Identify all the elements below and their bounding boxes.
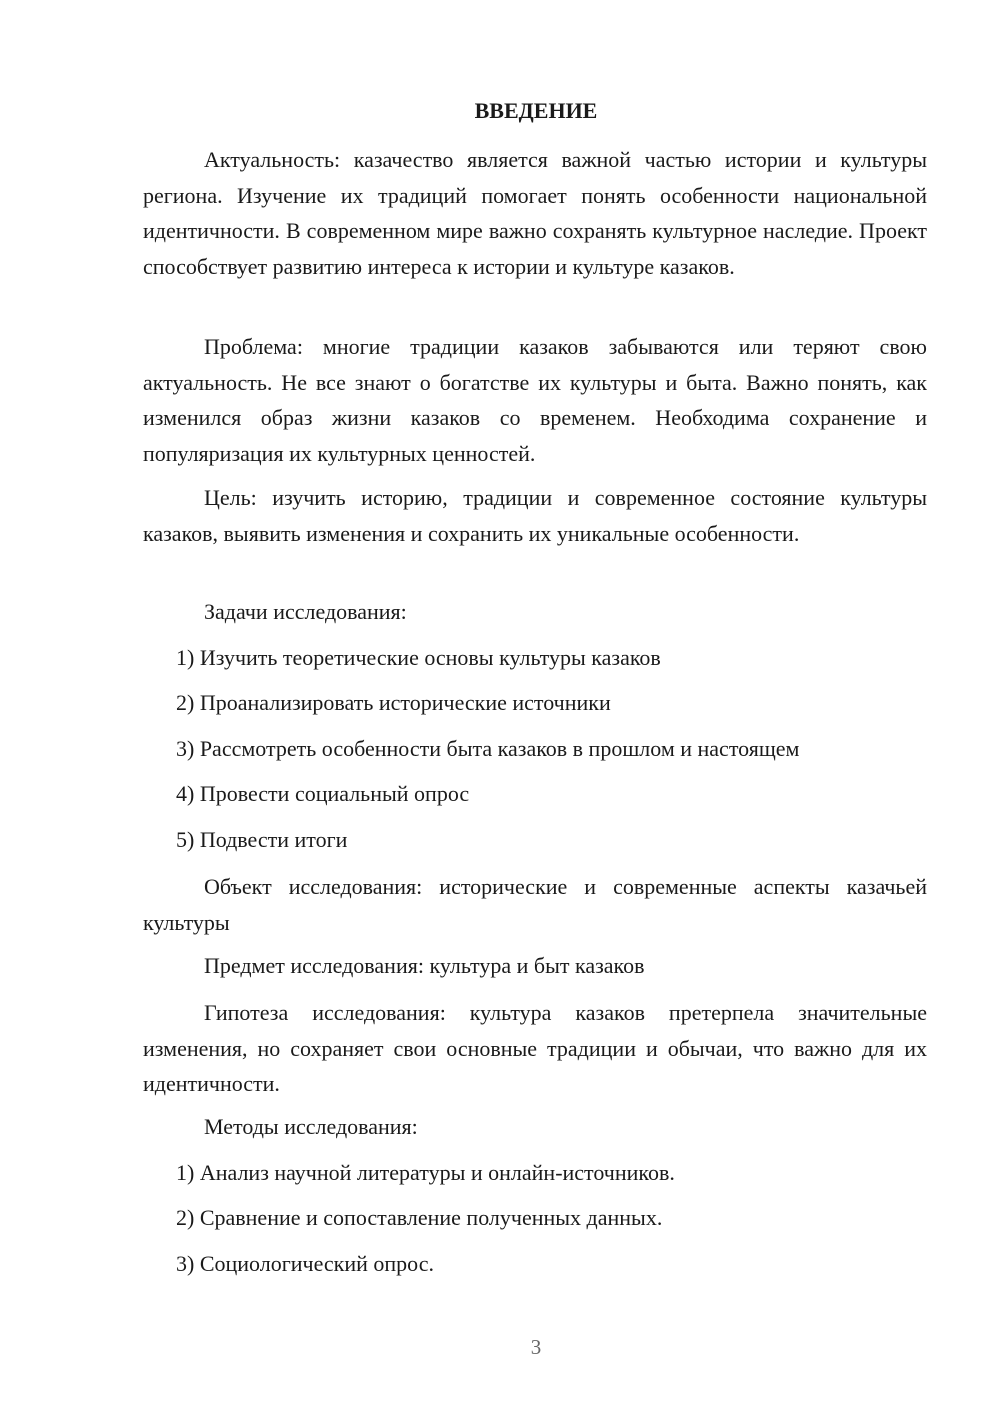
task-item: 5) Подвести итоги [176, 827, 348, 852]
task-item: 1) Изучить теоретические основы культуры казаков [176, 645, 661, 670]
page-title: ВВЕДЕНИЕ [474, 98, 598, 123]
problem-paragraph: Проблема: многие традиции казаков забываются или теряют свою актуальность. Не все знают о богатстве их культуры и быта. Важно понять, как изменился образ жизни казаков со временем. Необходима сохранение и популяризация их культурных ценностей. [143, 334, 927, 466]
hypothesis-paragraph: Гипотеза исследования: культура казаков претерпела значительные изменения, но сохраняет свои основные традиции и обычаи, что важно для их идентичности. [143, 1000, 927, 1096]
task-item: 2) Проанализировать исторические источники [176, 690, 611, 715]
tasks-heading: Задачи исследования: [204, 599, 407, 624]
page-number: 3 [530, 1335, 542, 1359]
methods-heading: Методы исследования: [204, 1114, 418, 1139]
relevance-paragraph: Актуальность: казачество является важной частью истории и культуры региона. Изучение их традиций помогает понять особенности национальной идентичности. В современном мире важно сохранять культурное наследие. Проект способствует развитию интереса к истории и культуре казаков. [143, 147, 927, 279]
method-item: 1) Анализ научной литературы и онлайн-источников. [176, 1160, 675, 1185]
object-paragraph: Объект исследования: исторические и современные аспекты казачьей культуры [143, 874, 927, 935]
subject-paragraph: Предмет исследования: культура и быт казаков [204, 953, 645, 978]
goal-paragraph: Цель: изучить историю, традиции и современное состояние культуры казаков, выявить изменения и сохранить их уникальные особенности. [143, 485, 927, 546]
task-item: 3) Рассмотреть особенности быта казаков в прошлом и настоящем [176, 736, 800, 761]
method-item: 2) Сравнение и сопоставление полученных данных. [176, 1205, 663, 1230]
method-item: 3) Социологический опрос. [176, 1251, 434, 1276]
task-item: 4) Провести социальный опрос [176, 781, 470, 806]
